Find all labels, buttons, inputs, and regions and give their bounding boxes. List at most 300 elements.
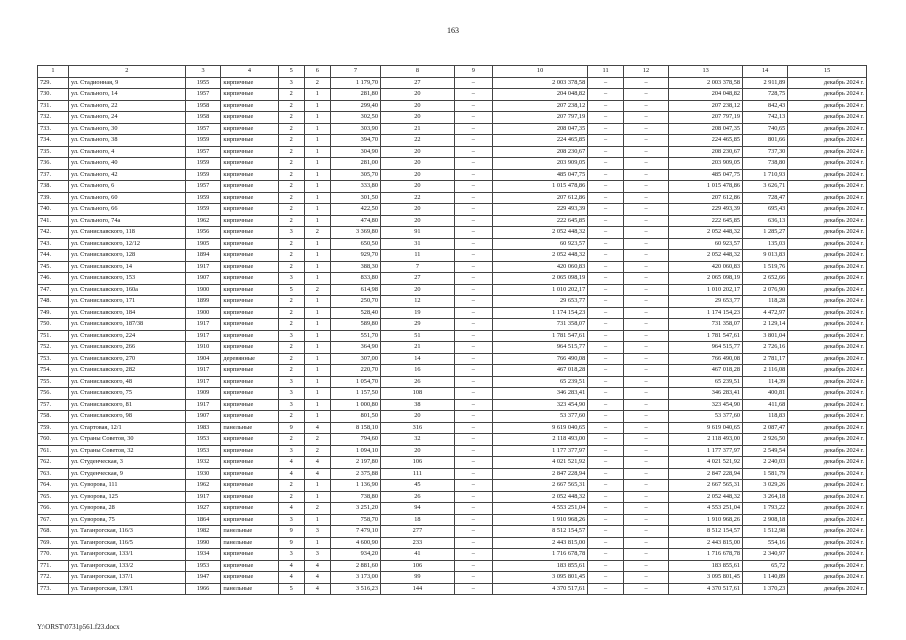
table-cell: 772. [38,572,69,584]
table-cell: – [623,422,668,434]
table-cell: 758. [38,411,69,423]
table-cell: 207 797,19 [669,112,743,124]
table-cell: кирпичные [221,503,278,515]
table-cell: 29 653,77 [669,296,743,308]
table-cell: – [623,192,668,204]
table-cell: 2 [304,227,330,239]
table-cell: 766 490,08 [492,353,587,365]
table-cell: 766. [38,503,69,515]
table-row [38,583,867,595]
table-cell: – [454,146,492,158]
table-cell: 2 726,16 [743,342,788,354]
table-cell: 106 [380,457,454,469]
table-cell: ул. Стартовая, 12/1 [68,422,185,434]
table-cell: 964 515,77 [669,342,743,354]
table-cell: 29 653,77 [492,296,587,308]
table-cell: 20 [380,181,454,193]
table-cell: 731 358,07 [492,319,587,331]
table-cell: декабрь 2024 г. [788,537,867,549]
table-cell: декабрь 2024 г. [788,319,867,331]
table-cell: 3 251,20 [330,503,380,515]
table-cell: кирпичные [221,273,278,285]
table-cell: декабрь 2024 г. [788,100,867,112]
table-cell: ул. Стального, 66 [68,204,185,216]
table-cell: декабрь 2024 г. [788,411,867,423]
table-cell: 1917 [185,319,221,331]
column-number-header: 15 [788,66,867,78]
table-cell: – [623,434,668,446]
table-cell: ул. Страны Советов, 32 [68,445,185,457]
table-cell: 1 [304,330,330,342]
table-cell: – [623,514,668,526]
table-cell: – [588,77,624,89]
table-cell: 323 454,90 [492,399,587,411]
table-cell: декабрь 2024 г. [788,112,867,124]
table-cell: кирпичные [221,549,278,561]
table-cell: – [588,353,624,365]
table-cell: – [454,100,492,112]
table-cell: ул. Станиславского, 187/38 [68,319,185,331]
table-cell: 222 645,85 [492,215,587,227]
table-row [38,537,867,549]
table-row [38,296,867,308]
table-cell: декабрь 2024 г. [788,238,867,250]
table-cell: 8 512 154,57 [669,526,743,538]
table-cell: 766 490,08 [669,353,743,365]
table-cell: 1 781 547,61 [669,330,743,342]
table-cell: 2 [278,112,304,124]
table-cell: кирпичные [221,227,278,239]
table-cell: ул. Стального, 24 [68,112,185,124]
table-cell: – [588,146,624,158]
table-cell: 2 [278,123,304,135]
table-cell: 551,70 [330,330,380,342]
table-cell: 1953 [185,434,221,446]
table-cell: 763. [38,468,69,480]
table-row [38,399,867,411]
table-cell: – [588,192,624,204]
table-cell: 1910 [185,342,221,354]
table-cell: – [588,468,624,480]
table-cell: декабрь 2024 г. [788,445,867,457]
table-cell: 929,70 [330,250,380,262]
table-cell: 1907 [185,411,221,423]
table-cell: – [623,342,668,354]
table-cell: декабрь 2024 г. [788,560,867,572]
table-row [38,135,867,147]
table-cell: декабрь 2024 г. [788,204,867,216]
table-cell: кирпичные [221,135,278,147]
table-cell: – [454,399,492,411]
table-cell: 728,75 [743,89,788,101]
table-cell: – [623,583,668,595]
table-cell: 1907 [185,273,221,285]
table-cell: – [588,100,624,112]
table-cell: 27 [380,77,454,89]
table-cell: 364,90 [330,342,380,354]
table-cell: 9 [278,422,304,434]
table-cell: – [588,227,624,239]
table-cell: 38 [380,399,454,411]
table-cell: кирпичные [221,445,278,457]
table-cell: кирпичные [221,77,278,89]
table-cell: 26 [380,491,454,503]
table-cell: 4 370 517,61 [492,583,587,595]
table-cell: 3 095 801,45 [669,572,743,584]
table-cell: 1 010 202,17 [669,284,743,296]
table-cell: – [454,89,492,101]
table-cell: кирпичные [221,215,278,227]
table-cell: 1 512,98 [743,526,788,538]
table-cell: панельные [221,537,278,549]
table-cell: – [623,261,668,273]
table-cell: 1958 [185,100,221,112]
table-row [38,342,867,354]
table-cell: 736. [38,158,69,170]
table-cell: 1953 [185,445,221,457]
table-cell: 41 [380,549,454,561]
table-cell: ул. Стального, 38 [68,135,185,147]
table-cell: – [623,491,668,503]
table-cell: 3 [278,77,304,89]
table-cell: – [623,537,668,549]
table-cell: декабрь 2024 г. [788,215,867,227]
table-cell: 204 048,82 [669,89,743,101]
table-cell: 2 443 815,00 [492,537,587,549]
table-cell: 1 519,76 [743,261,788,273]
table-row [38,376,867,388]
table-cell: декабрь 2024 г. [788,342,867,354]
table-cell: 731. [38,100,69,112]
table-cell: декабрь 2024 г. [788,158,867,170]
table-cell: 1 174 154,23 [492,307,587,319]
table-row [38,388,867,400]
table-cell: – [588,89,624,101]
table-cell: 9 619 040,65 [669,422,743,434]
table-cell: – [588,583,624,595]
table-cell: 2 052 448,32 [669,227,743,239]
table-body [38,77,867,595]
table-cell: кирпичные [221,112,278,124]
table-cell: ул. Суворова, 75 [68,514,185,526]
table-cell: кирпичные [221,284,278,296]
table-cell: 753. [38,353,69,365]
table-cell: 1 [304,514,330,526]
table-cell: 1966 [185,583,221,595]
table-cell: 1 [304,388,330,400]
table-cell: 20 [380,204,454,216]
table-cell: 65 239,51 [669,376,743,388]
table-cell: 3 801,04 [743,330,788,342]
table-cell: 301,50 [330,192,380,204]
table-cell: – [623,307,668,319]
table-cell: ул. Таганрогская, 133/2 [68,560,185,572]
table-cell: 1957 [185,181,221,193]
table-cell: кирпичные [221,457,278,469]
table-cell: 2 911,89 [743,77,788,89]
table-cell: кирпичные [221,146,278,158]
table-cell: декабрь 2024 г. [788,399,867,411]
table-cell: 2 549,54 [743,445,788,457]
table-cell: 2 003 378,58 [669,77,743,89]
table-cell: – [623,123,668,135]
table-cell: кирпичные [221,468,278,480]
table-cell: декабрь 2024 г. [788,457,867,469]
table-cell: – [588,537,624,549]
table-cell: 2 065 098,19 [669,273,743,285]
table-cell: 3 [278,330,304,342]
table-cell: 111 [380,468,454,480]
table-cell: – [623,284,668,296]
table-cell: 2 [278,192,304,204]
table-cell: 118,83 [743,411,788,423]
table-header [38,66,867,78]
table-cell: 9 013,83 [743,250,788,262]
table-cell: кирпичные [221,434,278,446]
table-cell: ул. Станиславского, 12/12 [68,238,185,250]
table-cell: 801,66 [743,135,788,147]
table-cell: 1927 [185,503,221,515]
table-row [38,549,867,561]
table-cell: 1 [304,353,330,365]
table-cell: 1 094,10 [330,445,380,457]
table-cell: 9 [278,526,304,538]
table-cell: кирпичные [221,342,278,354]
table-cell: – [588,250,624,262]
table-cell: 2 [304,77,330,89]
table-row [38,238,867,250]
table-cell: 3 [278,273,304,285]
table-cell: – [623,468,668,480]
table-cell: 60 923,57 [492,238,587,250]
table-cell: 771. [38,560,69,572]
table-cell: – [588,365,624,377]
table-cell: 323 454,90 [669,399,743,411]
column-number-header: 12 [623,66,668,78]
table-cell: – [588,376,624,388]
table-cell: 3 [304,549,330,561]
table-cell: ул. Таганрогская, 139/1 [68,583,185,595]
table-cell: ул. Стального, 6 [68,181,185,193]
table-cell: – [623,365,668,377]
table-cell: 3 [278,376,304,388]
table-cell: 299,40 [330,100,380,112]
table-cell: – [454,491,492,503]
table-cell: декабрь 2024 г. [788,89,867,101]
table-cell: 1959 [185,158,221,170]
table-cell: 2 908,18 [743,514,788,526]
table-cell: 420 060,83 [492,261,587,273]
table-cell: – [623,572,668,584]
table-cell: 2 052 448,32 [492,250,587,262]
table-cell: – [454,261,492,273]
table-cell: 728,47 [743,192,788,204]
table-cell: декабрь 2024 г. [788,169,867,181]
table-cell: 614,98 [330,284,380,296]
table-cell: 8 512 154,57 [492,526,587,538]
table-cell: 20 [380,158,454,170]
table-cell: 636,13 [743,215,788,227]
table-cell: 744. [38,250,69,262]
table-cell: – [454,503,492,515]
table-row [38,89,867,101]
table-cell: 833,80 [330,273,380,285]
table-cell: – [454,388,492,400]
table-cell: ул. Стального, 42 [68,169,185,181]
table-cell: – [588,399,624,411]
table-cell: кирпичные [221,261,278,273]
table-cell: кирпичные [221,560,278,572]
table-row [38,273,867,285]
table-cell: 2 [278,296,304,308]
table-cell: 964 515,77 [492,342,587,354]
table-cell: – [623,181,668,193]
table-cell: ул. Таганрогская, 133/1 [68,549,185,561]
table-row [38,365,867,377]
table-cell: 304,90 [330,146,380,158]
table-cell: 1 [304,250,330,262]
table-cell: – [454,227,492,239]
table-cell: 1 177 377,97 [492,445,587,457]
table-cell: кирпичные [221,296,278,308]
table-cell: ул. Станиславского, 270 [68,353,185,365]
table-cell: ул. Станиславского, 153 [68,273,185,285]
table-cell: 4 [278,572,304,584]
table-cell: 224 465,85 [492,135,587,147]
column-number-header: 9 [454,66,492,78]
table-cell: 770. [38,549,69,561]
table-cell: 2 [278,353,304,365]
table-cell: 1917 [185,376,221,388]
table-cell: – [454,77,492,89]
table-row [38,526,867,538]
table-cell: 760. [38,434,69,446]
table-cell: – [454,307,492,319]
table-row [38,514,867,526]
table-cell: 9 619 040,65 [492,422,587,434]
table-cell: – [623,204,668,216]
table-cell: 1 136,90 [330,480,380,492]
table-cell: – [623,296,668,308]
table-cell: 20 [380,89,454,101]
table-cell: декабрь 2024 г. [788,146,867,158]
table-cell: 31 [380,238,454,250]
table-cell: 316 [380,422,454,434]
table-cell: ул. Суворова, 125 [68,491,185,503]
table-cell: 1917 [185,365,221,377]
table-cell: 1957 [185,123,221,135]
table-cell: 1959 [185,204,221,216]
table-cell: кирпичные [221,238,278,250]
table-cell: – [588,296,624,308]
table-cell: 1 [304,480,330,492]
table-cell: 732. [38,112,69,124]
table-cell: 2 052 448,32 [669,250,743,262]
table-cell: кирпичные [221,514,278,526]
table-cell: 2 [278,307,304,319]
table-row [38,422,867,434]
table-cell: 5 [278,284,304,296]
table-cell: 1 [304,135,330,147]
table-cell: 1947 [185,572,221,584]
table-cell: 207 612,86 [669,192,743,204]
table-cell: 106 [380,560,454,572]
table-cell: 51 [380,330,454,342]
table-cell: – [623,480,668,492]
table-cell: 3 516,23 [330,583,380,595]
table-cell: – [454,365,492,377]
table-cell: 1932 [185,457,221,469]
table-cell: 737. [38,169,69,181]
table-cell: – [623,330,668,342]
table-cell: 2 [304,434,330,446]
table-cell: ул. Станиславского, 160а [68,284,185,296]
table-cell: 754. [38,365,69,377]
table-cell: 20 [380,169,454,181]
table-cell: 2 667 565,31 [669,480,743,492]
table-cell: – [454,537,492,549]
table-cell: – [623,560,668,572]
table-cell: ул. Стального, 74а [68,215,185,227]
table-cell: 2 116,08 [743,365,788,377]
table-cell: панельные [221,422,278,434]
table-cell: 740,65 [743,123,788,135]
table-cell: 1864 [185,514,221,526]
table-row [38,330,867,342]
table-row [38,181,867,193]
table-cell: 4 [304,572,330,584]
table-cell: 1 [304,123,330,135]
table-cell: 739. [38,192,69,204]
table-cell: 2 [278,491,304,503]
table-cell: 14 [380,353,454,365]
table-cell: – [454,422,492,434]
table-cell: кирпичные [221,480,278,492]
table-cell: ул. Суворова, 28 [68,503,185,515]
registry-table [37,65,867,595]
table-cell: кирпичные [221,89,278,101]
table-cell: панельные [221,583,278,595]
table-cell: 420 060,83 [669,261,743,273]
table-cell: 2 667 565,31 [492,480,587,492]
table-cell: 2 [304,445,330,457]
table-cell: 734. [38,135,69,147]
table-cell: 2 118 493,00 [492,434,587,446]
table-cell: ул. Суворова, 111 [68,480,185,492]
table-cell: 738. [38,181,69,193]
table-cell: декабрь 2024 г. [788,273,867,285]
table-cell: 1934 [185,549,221,561]
table-cell: – [588,135,624,147]
table-cell: 768. [38,526,69,538]
table-cell: – [454,560,492,572]
table-cell: кирпичные [221,330,278,342]
table-cell: 1 [304,158,330,170]
table-cell: – [623,273,668,285]
table-row [38,411,867,423]
table-cell: 767. [38,514,69,526]
table-cell: 60 923,57 [669,238,743,250]
table-cell: – [623,353,668,365]
table-cell: – [454,549,492,561]
table-cell: ул. Станиславского, 266 [68,342,185,354]
table-cell: 26 [380,376,454,388]
table-cell: кирпичные [221,365,278,377]
table-cell: декабрь 2024 г. [788,422,867,434]
table-cell: 1 [304,411,330,423]
table-cell: 135,03 [743,238,788,250]
table-cell: 1 [304,215,330,227]
